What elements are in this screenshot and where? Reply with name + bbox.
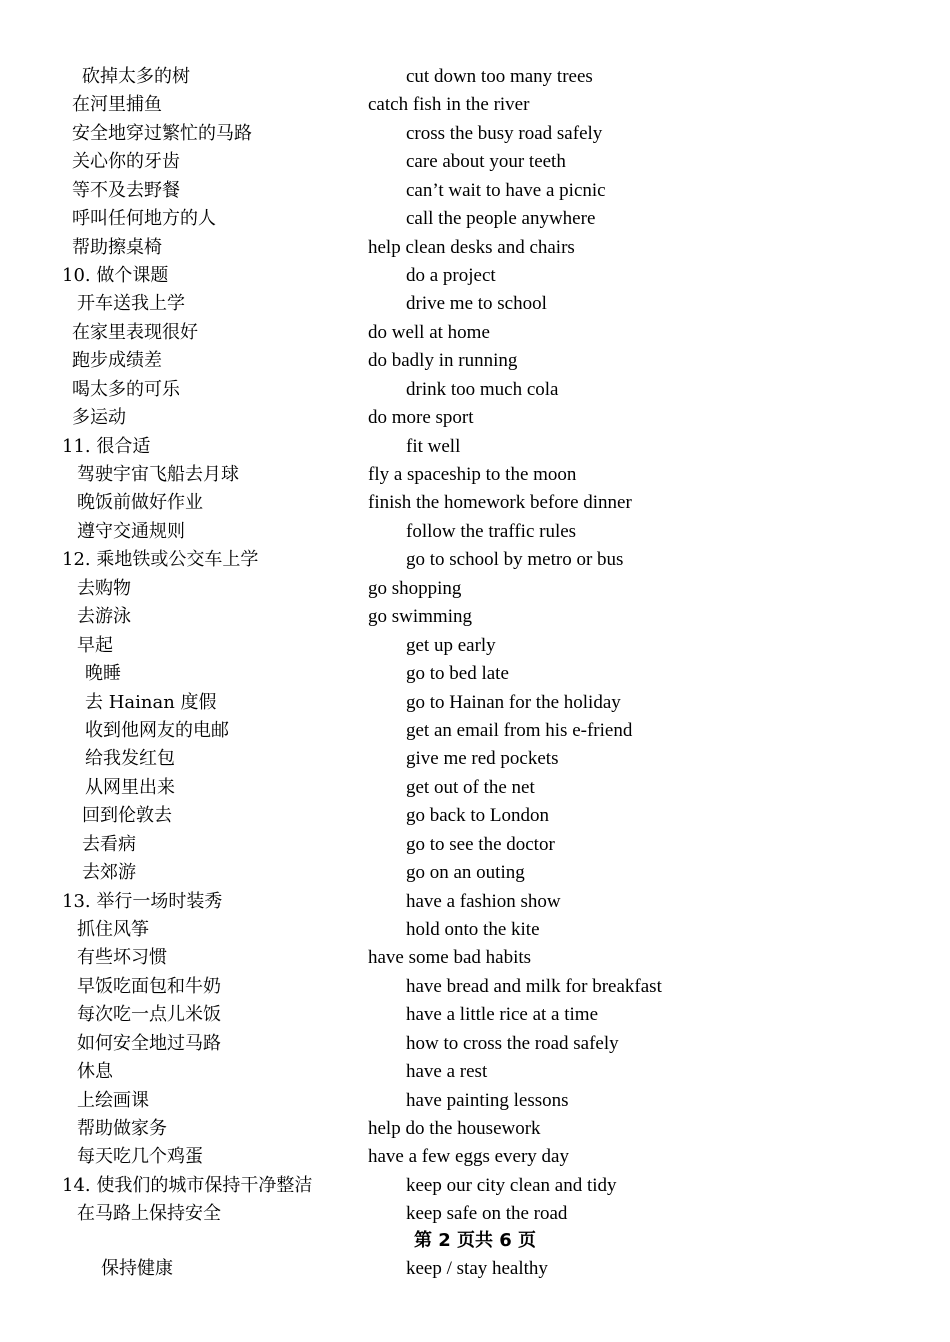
chinese-phrase: 10. 做个课题	[62, 265, 169, 286]
vocabulary-row	[0, 1030, 950, 1058]
english-phrase: catch fish in the river	[368, 94, 530, 116]
english-phrase: keep our city clean and tidy	[406, 1174, 617, 1196]
chinese-phrase: 去购物	[77, 577, 131, 599]
english-phrase: go to school by metro or bus	[406, 549, 624, 571]
chinese-phrase: 13. 举行一场时装秀	[62, 890, 223, 912]
english-phrase: can’t wait to have a picnic	[406, 179, 606, 201]
chinese-phrase: 去游泳	[77, 606, 131, 628]
vocabulary-row	[0, 376, 950, 404]
chinese-phrase: 帮助做家务	[77, 1117, 167, 1139]
english-phrase: keep safe on the road	[406, 1203, 568, 1225]
english-phrase: do badly in running	[368, 350, 518, 372]
english-phrase: go on an outing	[406, 862, 525, 883]
english-phrase: have painting lessons	[406, 1089, 569, 1111]
vocabulary-row	[0, 745, 950, 773]
chinese-phrase: 如何安全地过马路	[77, 1032, 221, 1054]
chinese-phrase: 12. 乘地铁或公交车上学	[62, 549, 259, 571]
vocabulary-row	[0, 944, 950, 972]
vocabulary-row	[0, 489, 950, 517]
english-phrase: care about your teeth	[406, 151, 566, 173]
english-phrase: have a few eggs every day	[368, 1146, 569, 1168]
vocabulary-row	[0, 660, 950, 688]
vocabulary-row	[0, 290, 950, 318]
vocabulary-row	[0, 888, 950, 916]
english-phrase: go back to London	[406, 805, 550, 827]
english-phrase: do more sport	[368, 407, 474, 429]
chinese-phrase: 喝太多的可乐	[72, 378, 180, 400]
chinese-phrase: 11. 很合适	[62, 435, 151, 457]
english-phrase: go to see the doctor	[406, 833, 555, 855]
vocabulary-row-last	[0, 1255, 950, 1283]
vocabulary-row	[0, 234, 950, 262]
vocabulary-row	[0, 603, 950, 631]
vocabulary-row	[0, 1200, 950, 1228]
vocabulary-row	[0, 1058, 950, 1086]
chinese-phrase: 驾驶宇宙飞船去月球	[77, 464, 239, 485]
english-phrase: have some bad habits	[368, 947, 532, 969]
english-phrase: go swimming	[368, 606, 472, 628]
chinese-phrase: 在马路上保持安全	[77, 1203, 221, 1225]
chinese-phrase: 上绘画课	[77, 1089, 149, 1111]
vocabulary-row	[0, 916, 950, 944]
vocabulary-row	[0, 91, 950, 119]
vocabulary-row	[0, 1172, 950, 1200]
chinese-phrase: 保持健康	[101, 1258, 173, 1279]
vocabulary-row	[0, 575, 950, 603]
english-phrase: drive me to school	[406, 293, 547, 315]
chinese-phrase: 跑步成绩差	[72, 350, 162, 372]
vocabulary-row	[0, 120, 950, 148]
chinese-phrase: 休息	[77, 1061, 113, 1082]
vocabulary-row	[0, 319, 950, 347]
chinese-phrase: 每次吃一点儿米饭	[77, 1004, 221, 1026]
english-phrase: help do the housework	[368, 1117, 541, 1139]
chinese-phrase: 从网里出来	[85, 776, 175, 798]
english-phrase: how to cross the road safely	[406, 1032, 619, 1054]
vocabulary-row	[0, 717, 950, 745]
vocabulary-row	[0, 518, 950, 546]
english-phrase: go shopping	[368, 577, 462, 599]
english-phrase: do well at home	[368, 321, 490, 343]
chinese-phrase: 帮助擦桌椅	[72, 236, 162, 258]
vocabulary-row	[0, 546, 950, 574]
english-phrase: go to Hainan for the holiday	[406, 691, 621, 713]
vocabulary-row	[0, 1087, 950, 1115]
english-phrase: get out of the net	[406, 776, 535, 798]
english-phrase: have a fashion show	[406, 890, 561, 912]
english-phrase: fit well	[406, 435, 461, 457]
chinese-phrase: 呼叫任何地方的人	[72, 208, 216, 230]
chinese-phrase: 晚饭前做好作业	[77, 492, 203, 514]
english-phrase: hold onto the kite	[406, 918, 540, 940]
vocabulary-row	[0, 973, 950, 1001]
english-phrase: drink too much cola	[406, 378, 559, 400]
chinese-phrase: 早饭吃面包和牛奶	[77, 975, 221, 997]
vocabulary-row	[0, 205, 950, 233]
vocabulary-row	[0, 1115, 950, 1143]
chinese-phrase: 收到他网友的电邮	[85, 719, 229, 741]
english-phrase: go to bed late	[406, 663, 509, 684]
chinese-phrase: 早起	[77, 634, 113, 656]
chinese-phrase: 去看病	[82, 833, 136, 855]
english-phrase: give me red pockets	[406, 748, 559, 770]
vocabulary-row	[0, 461, 950, 489]
chinese-phrase: 关心你的牙齿	[72, 151, 180, 173]
english-phrase: fly a spaceship to the moon	[368, 464, 577, 485]
english-phrase: get up early	[406, 634, 496, 656]
english-phrase: help clean desks and chairs	[368, 236, 575, 258]
page-footer: 第 2 页共 6 页	[413, 1230, 537, 1251]
chinese-phrase: 有些坏习惯	[77, 947, 167, 969]
vocabulary-row	[0, 859, 950, 887]
vocabulary-row	[0, 774, 950, 802]
vocabulary-row	[0, 433, 950, 461]
vocabulary-row	[0, 632, 950, 660]
vocabulary-row	[0, 148, 950, 176]
vocabulary-row	[0, 1001, 950, 1029]
chinese-phrase: 开车送我上学	[77, 293, 185, 315]
chinese-phrase: 等不及去野餐	[72, 179, 180, 201]
vocabulary-row	[0, 177, 950, 205]
chinese-phrase: 去郊游	[82, 862, 136, 883]
english-phrase: do a project	[406, 265, 496, 286]
chinese-phrase: 遵守交通规则	[77, 520, 185, 542]
english-phrase: cross the busy road safely	[406, 122, 603, 144]
vocabulary-row	[0, 347, 950, 375]
english-phrase: keep / stay healthy	[406, 1258, 548, 1279]
english-phrase: call the people anywhere	[406, 208, 596, 230]
vocabulary-row	[0, 63, 950, 91]
chinese-phrase: 14. 使我们的城市保持干净整洁	[62, 1174, 313, 1196]
english-phrase: have a little rice at a time	[406, 1004, 599, 1026]
chinese-phrase: 回到伦敦去	[82, 805, 172, 827]
vocabulary-row	[0, 831, 950, 859]
chinese-phrase: 多运动	[72, 407, 126, 429]
vocabulary-row	[0, 262, 950, 290]
chinese-phrase: 在家里表现很好	[72, 321, 198, 343]
chinese-phrase: 去 Hainan 度假	[85, 691, 217, 713]
english-phrase: cut down too many trees	[406, 66, 593, 87]
chinese-phrase: 抓住风筝	[77, 918, 149, 940]
chinese-phrase: 安全地穿过繁忙的马路	[72, 122, 252, 144]
chinese-phrase: 晚睡	[85, 663, 121, 684]
english-phrase: have bread and milk for breakfast	[406, 975, 662, 997]
english-phrase: follow the traffic rules	[406, 520, 577, 542]
chinese-phrase: 给我发红包	[85, 748, 175, 770]
vocabulary-row	[0, 404, 950, 432]
vocabulary-row	[0, 689, 950, 717]
chinese-phrase: 在河里捕鱼	[72, 94, 162, 116]
chinese-phrase: 每天吃几个鸡蛋	[77, 1146, 203, 1168]
vocabulary-row	[0, 1143, 950, 1171]
english-phrase: get an email from his e-friend	[406, 719, 633, 741]
vocabulary-row	[0, 802, 950, 830]
chinese-phrase: 砍掉太多的树	[82, 66, 190, 87]
english-phrase: finish the homework before dinner	[368, 492, 632, 514]
english-phrase: have a rest	[406, 1061, 488, 1082]
